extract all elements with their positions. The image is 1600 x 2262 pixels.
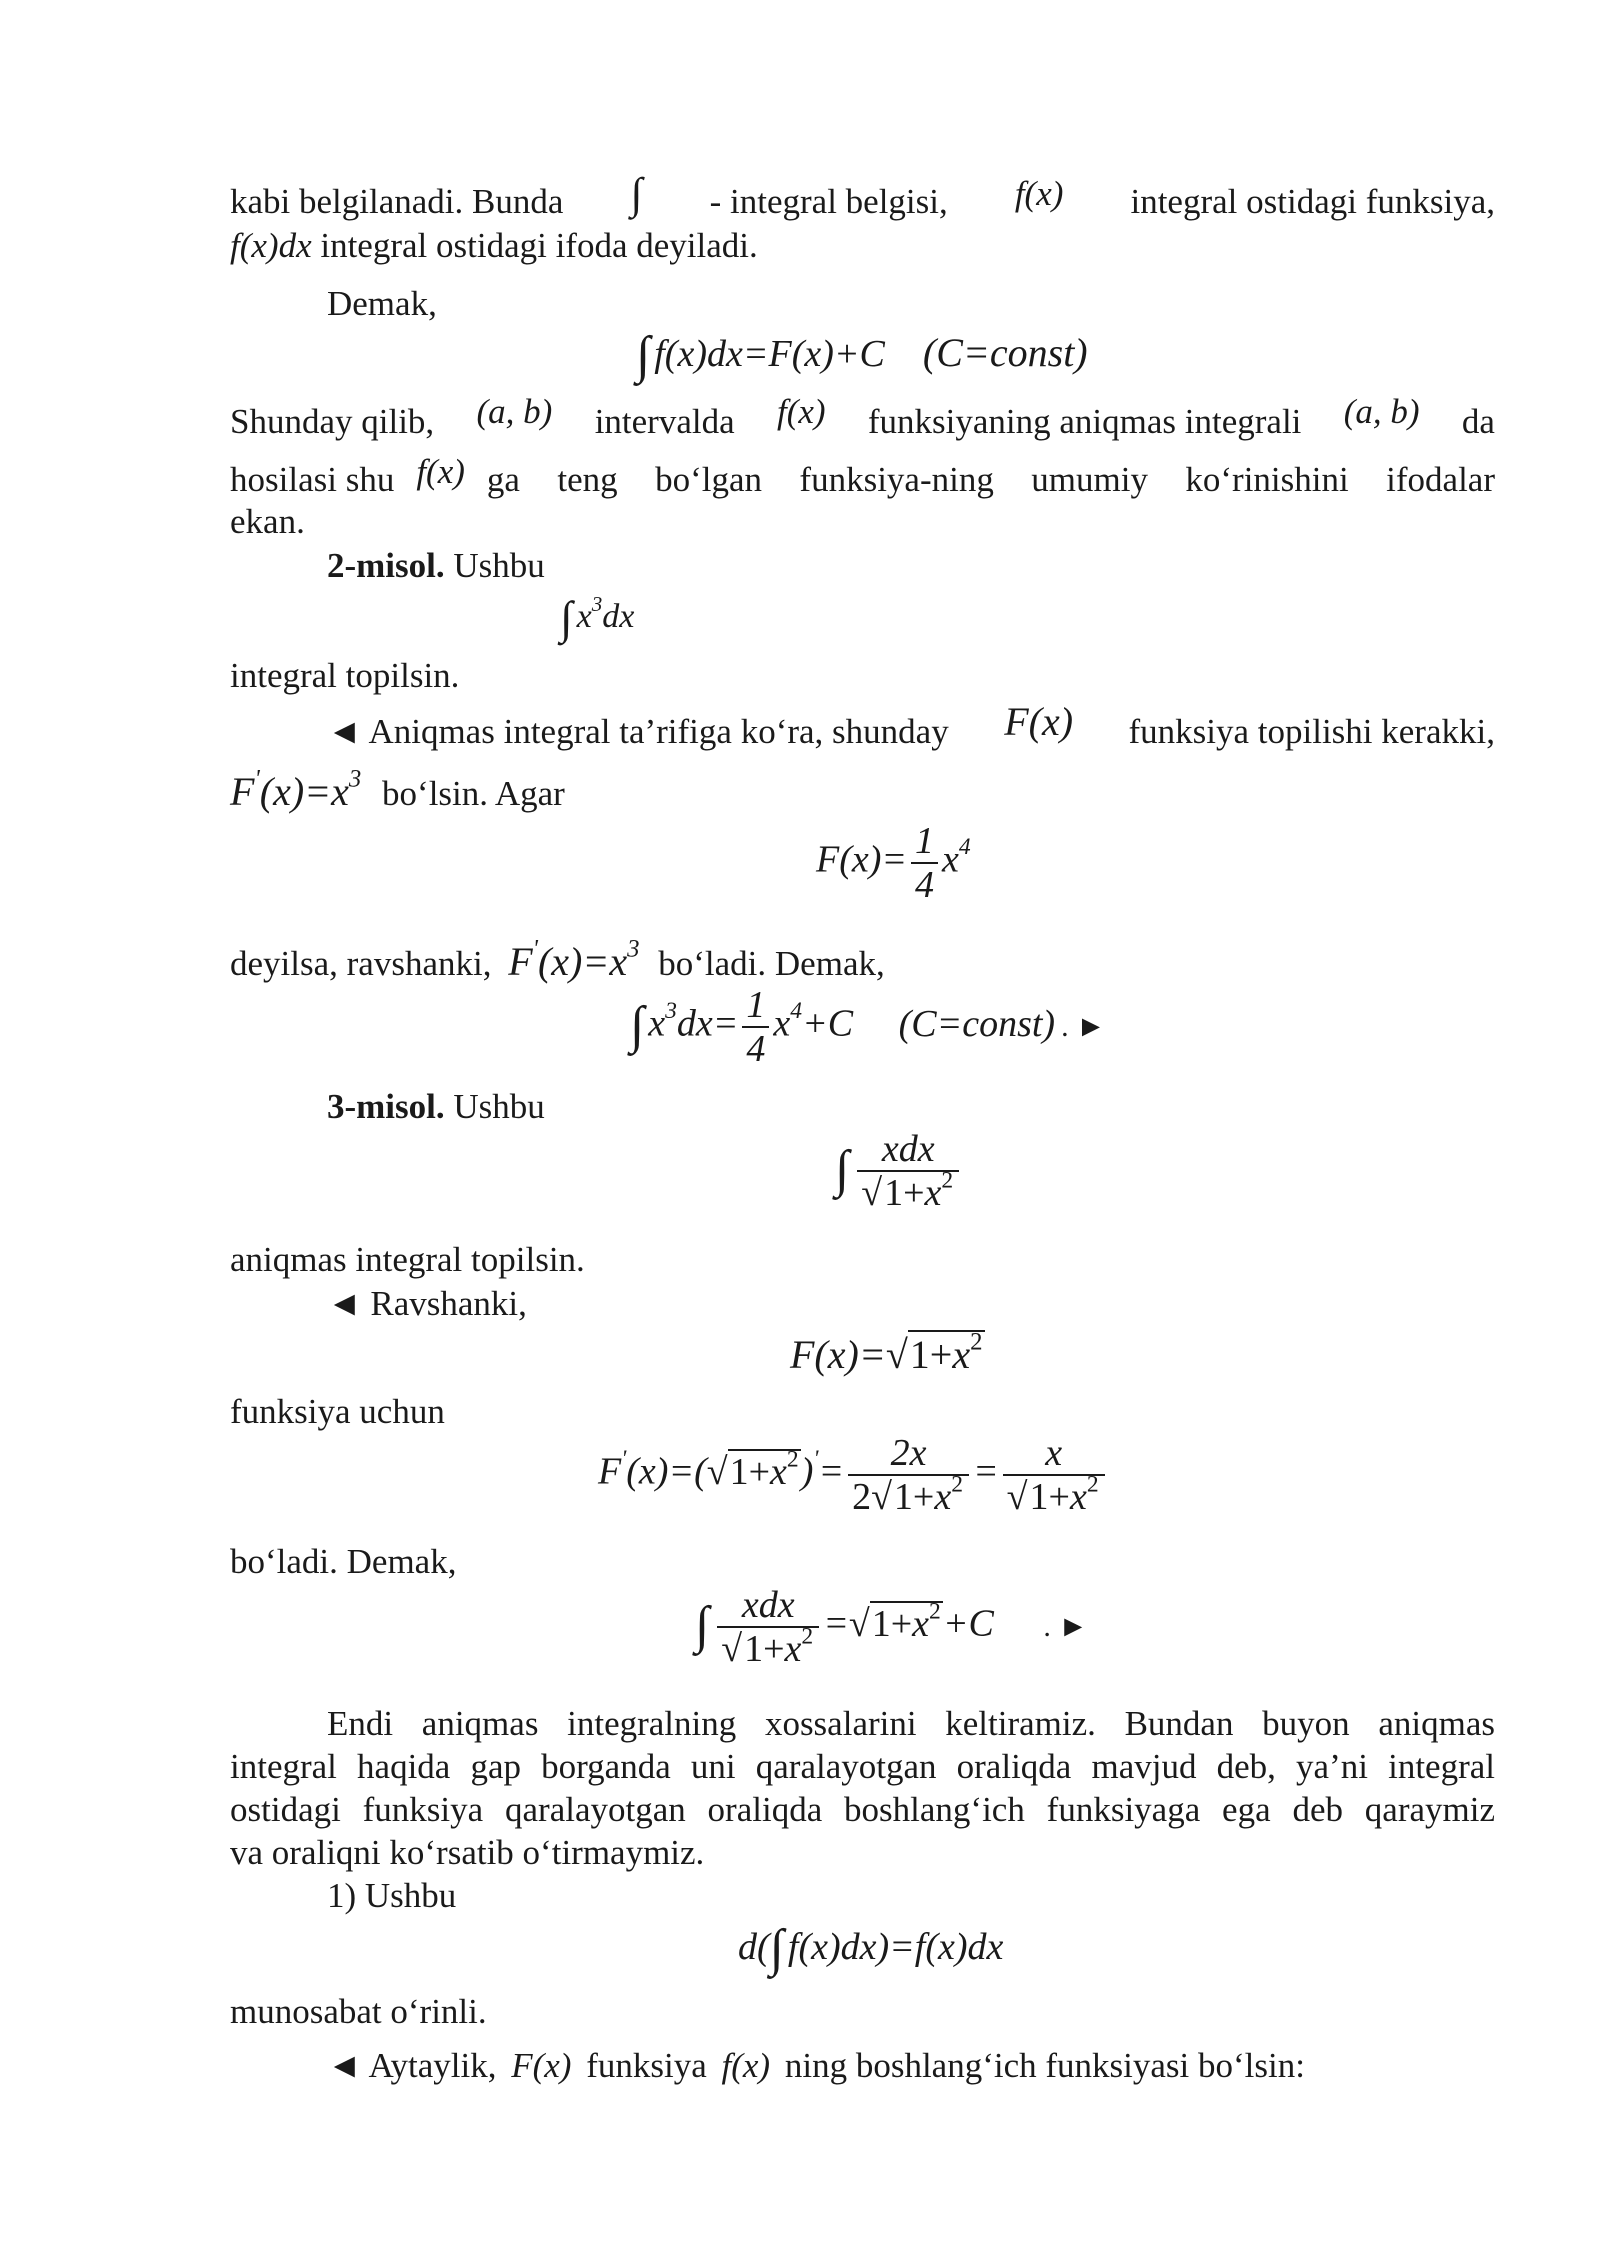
paragraph-line: aniqmas integral topilsin. [230,1240,585,1279]
example-heading: 2-misol. Ushbu [327,546,545,585]
paragraph-line: ◄ Ravshanki, [327,1284,527,1323]
integral-symbol: ∫ [630,169,643,218]
equation-x3: ∫ $x^3dx$ [560,592,635,643]
paragraph-line: $F'(x)=x^3$ bo‘lsin. Agar [230,765,565,814]
equation-integral-3: ∫ $\frac{\text{xdx}}{√1+x^2}$ [835,1128,963,1214]
paragraph-line: ◄ Aytaylik, F(x) funksiya f(x) ning boshlang‘ich funksiyasi bo‘lsin: [327,2046,1305,2085]
property-heading: 1) Ushbu [327,1876,457,1915]
math-derivative: $F'(x)=x^3$ [230,765,362,814]
paragraph-line: Demak, [327,284,437,323]
paragraph-line: kabi belgilanadi. Bunda ∫ - integral belgisi, f(x) integral ostidagi funksiya, [230,180,1495,224]
paragraph-line: va oraliqni ko‘rsatib o‘tirmaymiz. [230,1833,705,1872]
equation-derivative-chain: $F'(x)=(√1+x^2)'=$ $\frac{2x}{2√1+x^2}$ = $\frac{x}{√1+x^2}$ [598,1432,1109,1518]
paragraph-line: f(x)dx integral ostidagi ifoda deyiladi. [230,226,758,265]
paragraph-line: munosabat o‘rinli. [230,1992,487,2031]
equation-result-3: ∫ $\frac{\text{xdx}}{√1+x^2}$ $=√1+x^2+C$ . ► [695,1584,1089,1670]
paragraph-line: integral topilsin. [230,656,460,695]
math-derivative: $F'(x)=x^3$ [508,935,640,984]
paragraph-line: bo‘ladi. Demak, [230,1542,457,1581]
equation-property-1: d(∫ f(x)dx)=f(x)dx [738,1920,1004,1977]
paragraph-line: Endi aniqmas integralning xossalarini keltiramiz. Bundan buyon aniqmas [327,1704,1495,1743]
equation-F-x4: F(x)= $\frac{1}{4}$ $x^4$ [816,820,971,906]
equation-result-2: ∫ $x^3dx=$ $\frac{1}{4}$ $x^4+C$ (C=const) . ► [630,984,1106,1070]
paragraph-line: ◄ Aniqmas integral ta’rifiga ko‘ra, shunday F(x) funksiya topilishi kerakki, [327,699,1495,751]
paragraph-line: integral haqida gap borganda uni qaralayotgan oraliqda mavjud deb, ya’ni integral [230,1747,1495,1786]
paragraph-line: hosilasi shu f(x) ga teng bo‘lgan funksiya-ning umumiy ko‘rinishini ifodalar [230,452,1495,499]
equation-F-sqrt: $F(x)=√1+x^2$ [790,1328,983,1377]
math-fxdx: f(x)dx [230,226,312,265]
paragraph-line: ekan. [230,502,305,541]
equation-antiderivative: ∫ f(x)dx=F(x)+C (C=const) [636,327,1088,384]
paragraph-line: deyilsa, ravshanki, $F'(x)=x^3$ bo‘ladi. Demak, [230,935,885,984]
paragraph-line: ostidagi funksiya qaralayotgan oraliqda boshlang‘ich funksiyaga ega deb qaraymiz [230,1790,1495,1829]
paragraph-line: Shunday qilib, (a, b) intervalda f(x) funksiyaning aniqmas integrali (a, b) da [230,392,1495,441]
paragraph-line: funksiya uchun [230,1392,445,1431]
example-heading: 3-misol. Ushbu [327,1087,545,1126]
